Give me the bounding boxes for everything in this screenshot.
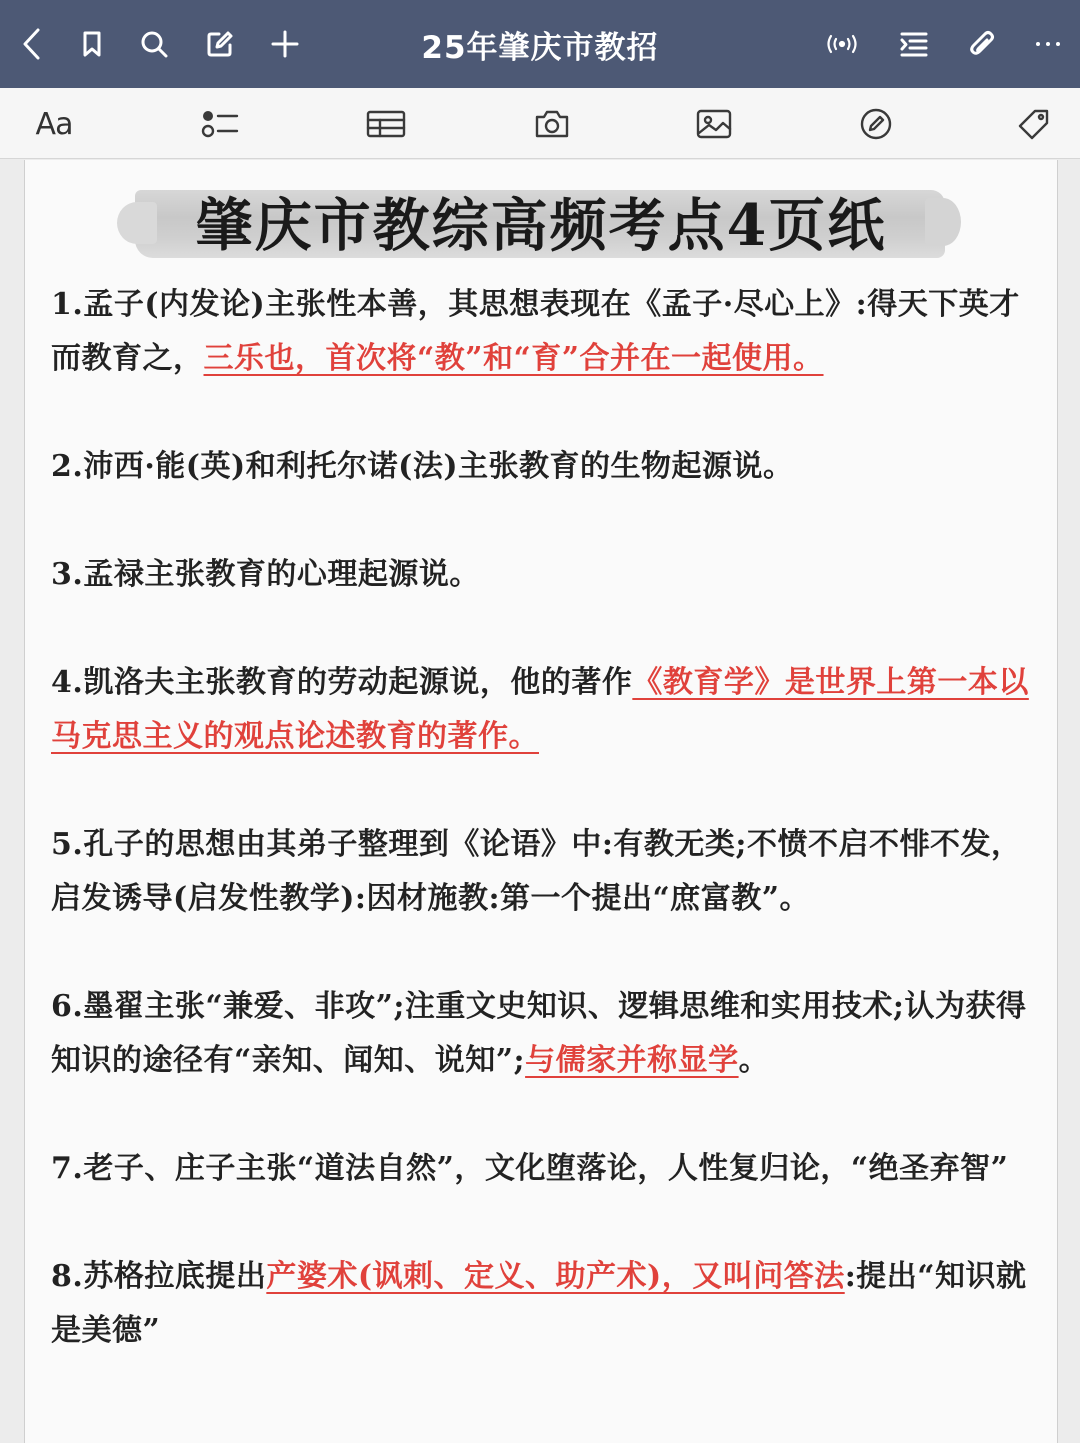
note-item-4 (51, 656, 1041, 764)
table-icon[interactable] (364, 102, 408, 146)
document-title: 25年肇庆市教招 (421, 30, 659, 66)
item-text: 3.孟禄主张教育的心理起源说。 (51, 557, 480, 592)
item-text: 2.沛西·能(英)和利托尔诺(法)主张教育的生物起源说。 (51, 449, 794, 484)
tag-icon[interactable] (1012, 102, 1056, 146)
item-text: 1.孟子(内发论)主张性本善，其思想表现在《孟子·尽心上》:得天下英才而教育之， (51, 287, 1020, 376)
heading-banner (25, 172, 1057, 262)
pencil-icon[interactable] (854, 102, 898, 146)
broadcast-icon[interactable] (822, 24, 862, 64)
item-highlight: 三乐也，首次将“教”和“育”合并在一起使用。 (203, 341, 824, 376)
item-text: 4.凯洛夫主张教育的劳动起源说，他的著作 (51, 665, 633, 700)
note-item-1 (51, 278, 1041, 386)
note-item-3 (51, 548, 1041, 602)
note-item-2 (51, 440, 1041, 494)
item-highlight: 产婆术(讽刺、定义、助产术)，又叫问答法 (266, 1259, 845, 1294)
note-item-6 (51, 980, 1041, 1088)
top-nav-bar (0, 0, 1080, 88)
item-text-end: 。 (738, 1043, 770, 1078)
item-highlight: 《教育学》是世界上第一本以马克思主义的观点论述教育的著作。 (51, 665, 1029, 754)
note-heading: 肇庆市教综高频考点4页纸 (195, 192, 887, 259)
note-item-7 (51, 1142, 1041, 1196)
format-toolbar (0, 88, 1080, 159)
item-text: 5.孔子的思想由其弟子整理到《论语》中:有教无类;不愤不启不悱不发，启发诱导(启发性教学):因材施教:第一个提出“庶富教”。 (51, 827, 1022, 916)
image-icon[interactable] (692, 102, 736, 146)
attachment-icon[interactable] (962, 24, 1002, 64)
item-text-end: :提出“知识就是美德” (51, 1259, 1027, 1348)
text-style-label: Aa (35, 106, 73, 142)
note-page (24, 160, 1058, 1443)
outline-icon[interactable] (894, 24, 934, 64)
item-text: 7.老子、庄子主张“道法自然”，文化堕落论，人性复归论，“绝圣弃智” (51, 1151, 1009, 1186)
item-highlight: 与儒家并称显学 (525, 1043, 739, 1078)
camera-icon[interactable] (530, 102, 574, 146)
checklist-icon[interactable] (198, 102, 242, 146)
note-item-8 (51, 1250, 1041, 1358)
text-style-button[interactable] (32, 102, 76, 146)
note-items (51, 278, 1041, 1358)
item-text: 6.墨翟主张“兼爱、非攻”;注重文史知识、逻辑思维和实用技术;认为获得知识的途径有“亲知、闻知、说知”; (51, 989, 1027, 1078)
more-icon[interactable] (1028, 24, 1068, 64)
item-text: 8.苏格拉底提出 (51, 1259, 267, 1294)
note-item-5 (51, 818, 1041, 926)
